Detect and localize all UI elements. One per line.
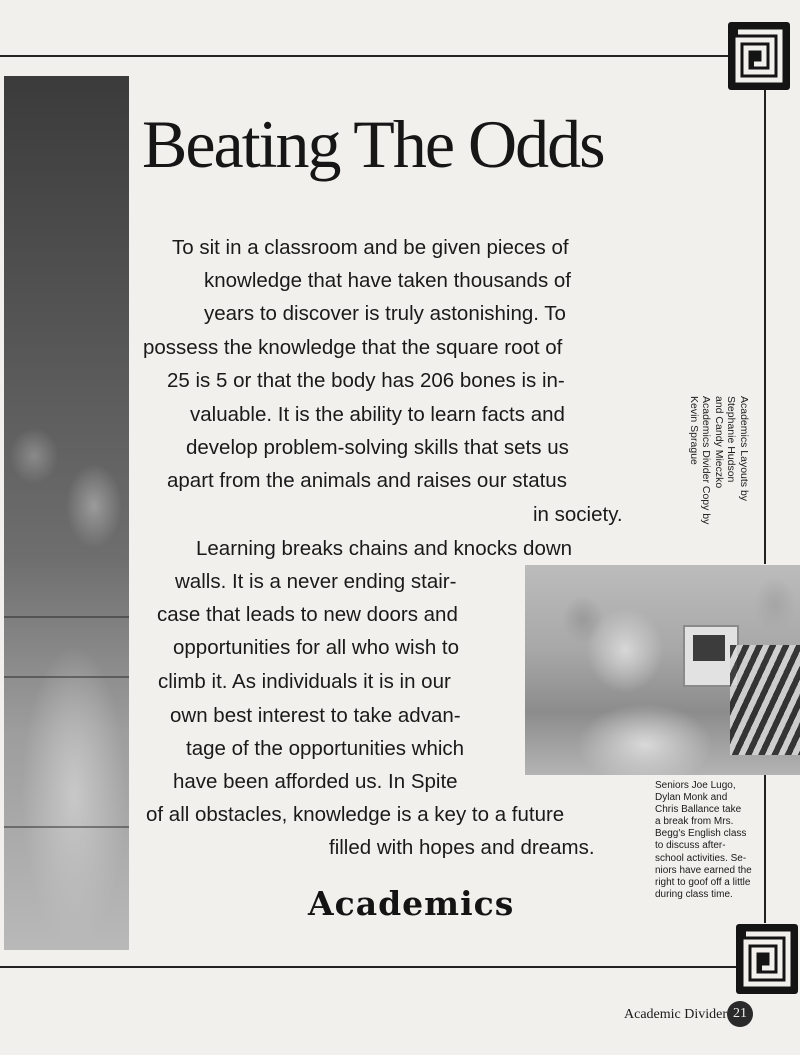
caption-line: right to goof off a little bbox=[655, 876, 751, 888]
body-line: years to discover is truly astonishing. To bbox=[204, 302, 566, 325]
credit-line: Academics Divider Copy by bbox=[700, 396, 713, 525]
academics-logo: Academics bbox=[308, 884, 515, 923]
caption-line: niors have earned the bbox=[655, 864, 752, 876]
bottom-rule bbox=[0, 966, 738, 968]
right-rule-lower bbox=[764, 775, 766, 923]
caption-line: Begg's English class bbox=[655, 828, 747, 840]
body-line: tage of the opportunities which bbox=[186, 737, 465, 760]
striped-shirt bbox=[730, 645, 800, 755]
caption-line: to discuss after- bbox=[655, 840, 726, 852]
right-rule-upper bbox=[764, 88, 766, 564]
body-line: develop problem-solving skills that sets us bbox=[186, 436, 569, 459]
body-line: filled with hopes and dreams. bbox=[329, 836, 595, 859]
body-line: walls. It is a never ending stair- bbox=[175, 570, 457, 593]
caption-line: Chris Ballance take bbox=[655, 804, 742, 816]
footer-section-label: Academic Divider bbox=[624, 1007, 728, 1022]
body-line: To sit in a classroom and be given pieces of bbox=[172, 236, 569, 259]
caption-line: Seniors Joe Lugo, bbox=[655, 780, 736, 791]
body-line: of all obstacles, knowledge is a key to a future bbox=[146, 803, 565, 826]
body-line: in society. bbox=[533, 503, 623, 526]
top-rule bbox=[0, 55, 732, 57]
page-title: Beating The Odds bbox=[142, 106, 604, 182]
credit-line: Stephanie Hudson bbox=[725, 396, 738, 483]
layout-credits bbox=[688, 396, 751, 526]
body-line: 25 is 5 or that the body has 206 bones is in- bbox=[167, 369, 565, 392]
caption-line: Dylan Monk and bbox=[655, 792, 728, 804]
caption-line: during class time. bbox=[655, 888, 733, 900]
body-line: case that leads to new doors and bbox=[157, 603, 458, 626]
left-photo-students bbox=[4, 76, 129, 950]
body-line: valuable. It is the ability to learn facts and bbox=[190, 403, 565, 426]
body-line: climb it. As individuals it is in our bbox=[158, 670, 451, 693]
body-line: possess the knowledge that the square root of bbox=[143, 336, 563, 359]
spiral-icon bbox=[728, 22, 790, 90]
credit-line: Kevin Sprague bbox=[688, 396, 700, 465]
body-line: Learning breaks chains and knocks down bbox=[196, 537, 573, 560]
body-line: opportunities for all who wish to bbox=[173, 636, 460, 659]
photo-caption bbox=[655, 780, 755, 901]
credit-line: and Candy Mieczko bbox=[713, 396, 725, 489]
body-line: apart from the animals and raises our status bbox=[167, 469, 567, 492]
body-line: knowledge that have taken thousands of bbox=[204, 269, 571, 292]
caption-line: a break from Mrs. bbox=[655, 816, 734, 828]
body-line: own best interest to take advan- bbox=[170, 704, 461, 727]
credit-line: Academics Layouts by bbox=[738, 396, 750, 502]
spiral-icon bbox=[736, 924, 798, 994]
right-photo-seniors bbox=[525, 565, 800, 775]
page-number-badge: 21 bbox=[727, 1001, 753, 1027]
caption-line: school activities. Se- bbox=[655, 852, 747, 864]
body-line: have been afforded us. In Spite bbox=[173, 770, 458, 793]
